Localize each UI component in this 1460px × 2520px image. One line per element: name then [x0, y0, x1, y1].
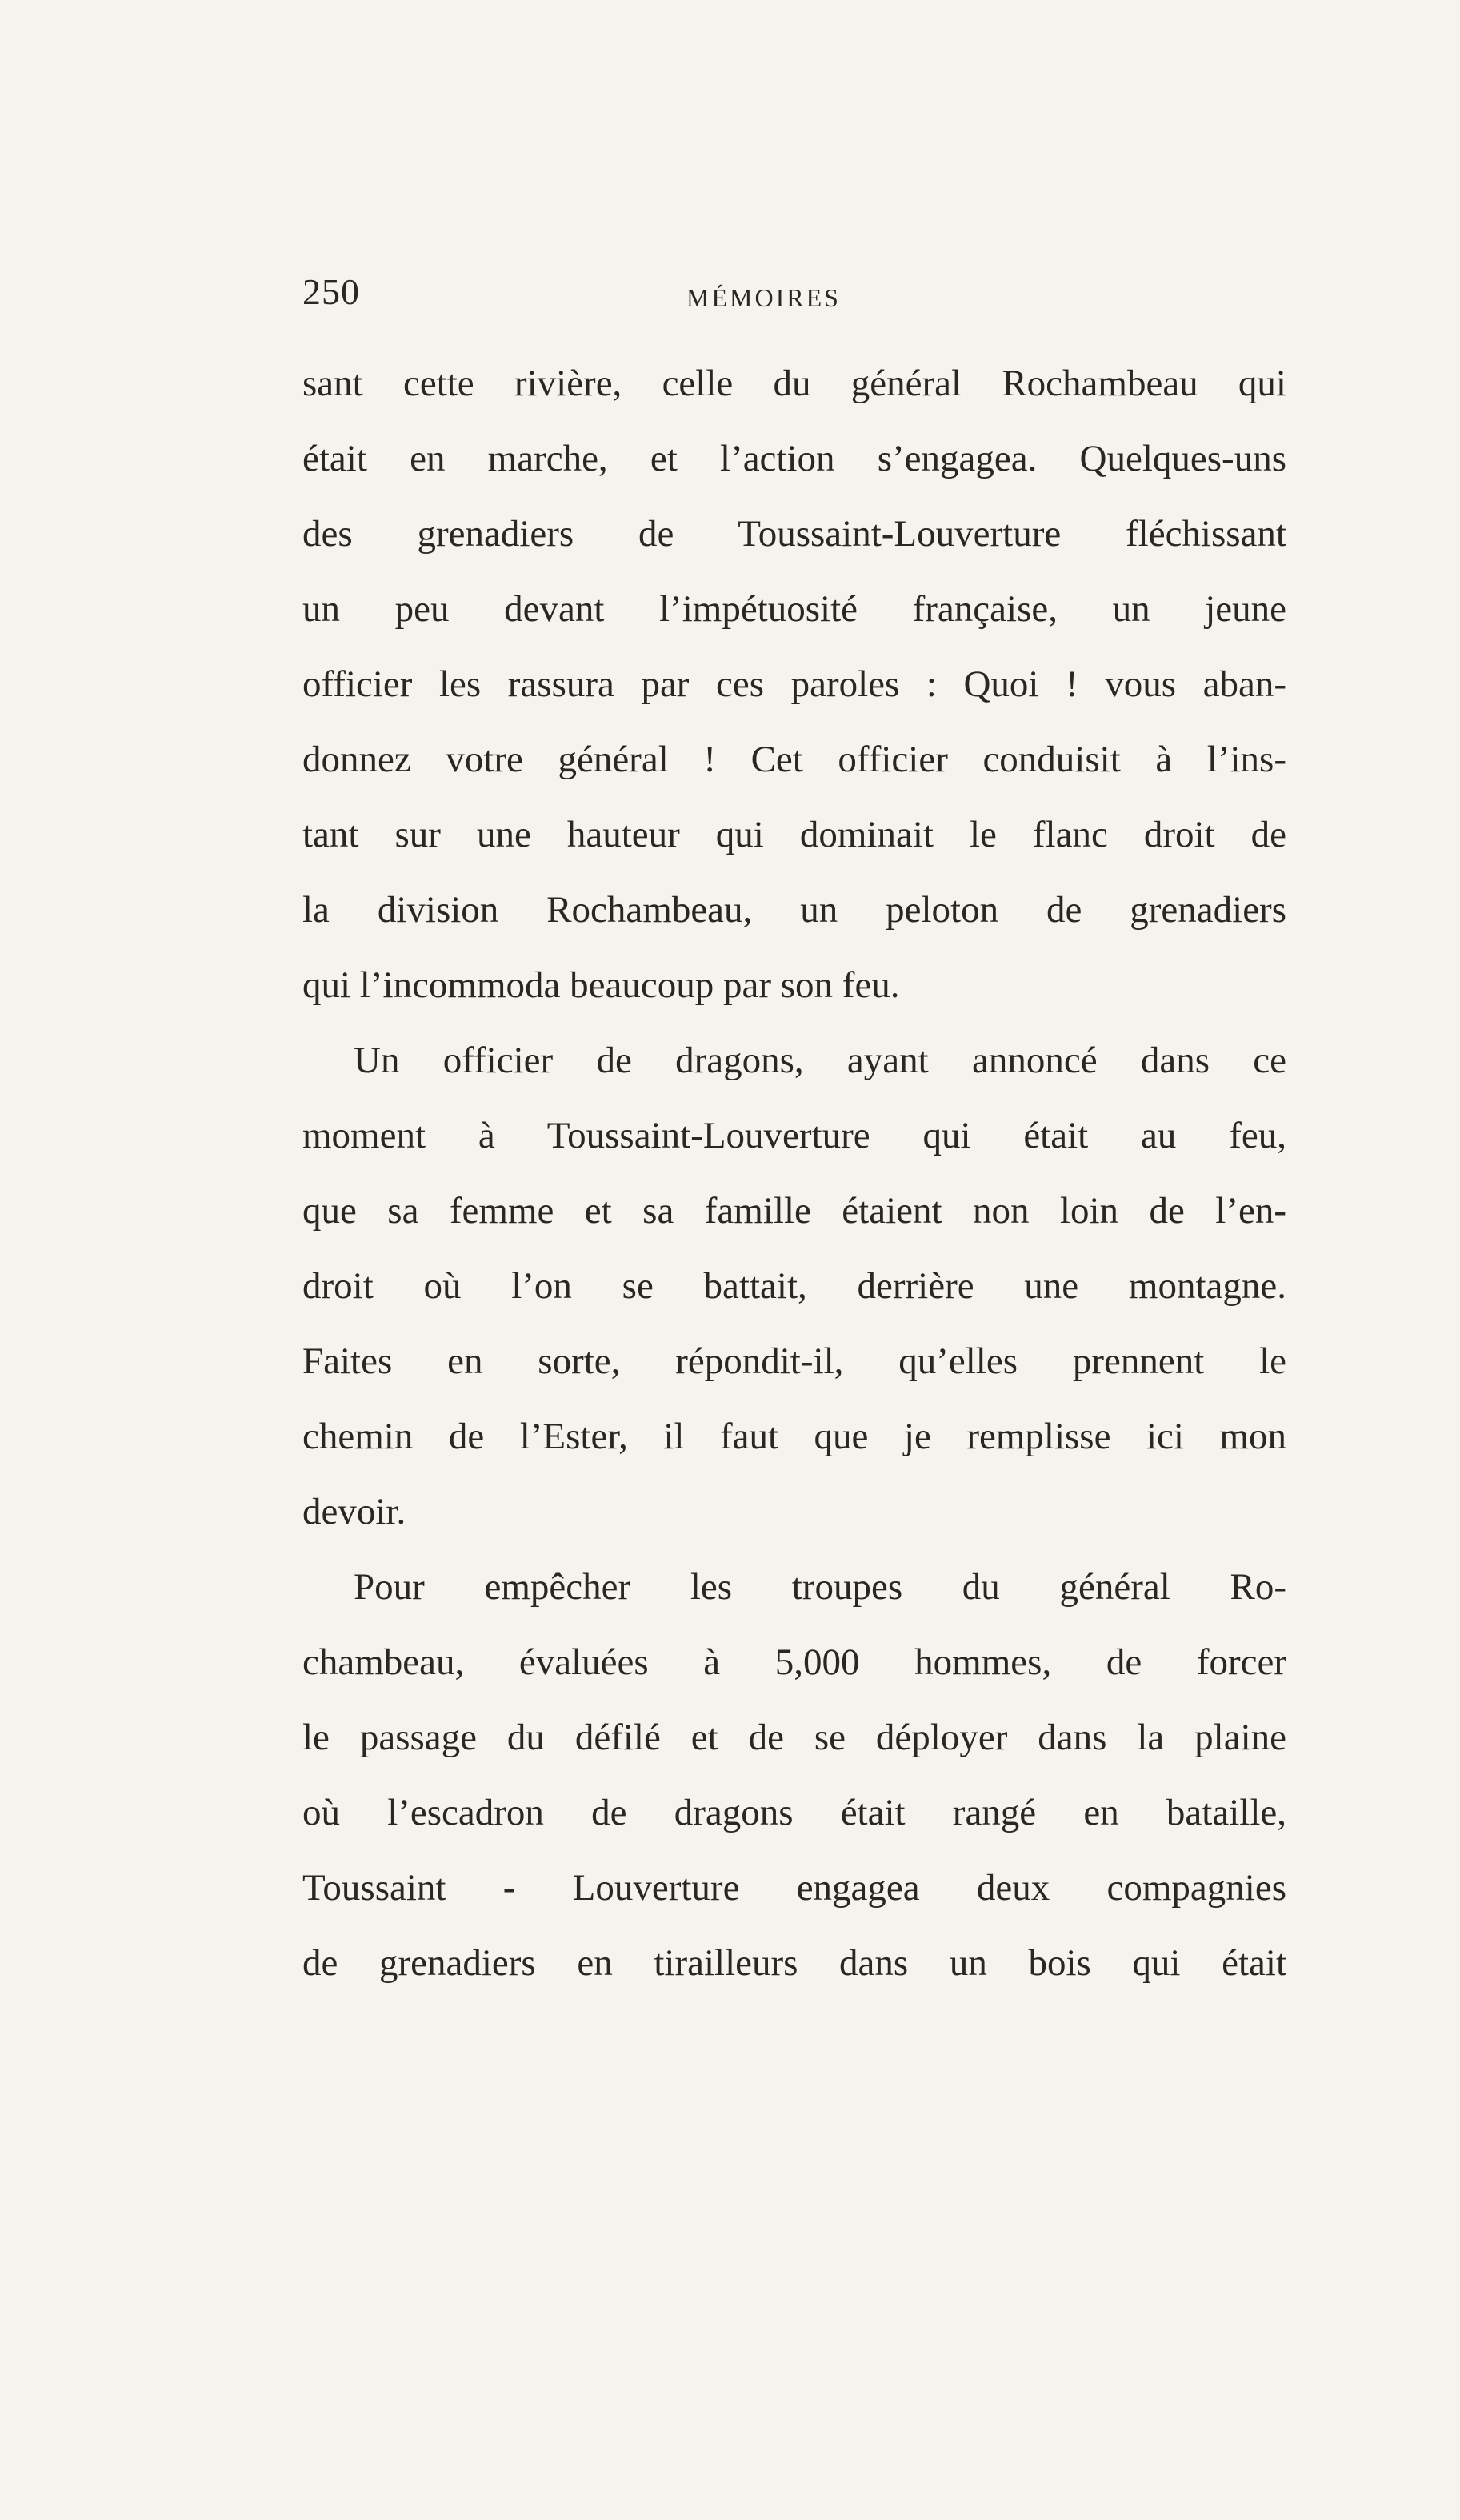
body-text — [302, 346, 1286, 2001]
page-header — [302, 270, 1286, 319]
text-line: devoir. — [302, 1491, 406, 1532]
text-line: de grenadiers en tirailleurs dans un bois qui était — [302, 1942, 1286, 1984]
text-line: chemin de l’Ester, il faut que je remplisse ici mon — [302, 1416, 1286, 1457]
text-line: la division Rochambeau, un peloton de grenadiers — [302, 889, 1286, 931]
text-line: donnez votre général ! Cet officier conduisit à l’ins- — [302, 739, 1286, 780]
text-line: moment à Toussaint-Louverture qui était au feu, — [302, 1115, 1286, 1156]
text-line: Faites en sorte, répondit-il, qu’elles prennent le — [302, 1340, 1286, 1382]
text-line: que sa femme et sa famille étaient non loin de l’en- — [302, 1190, 1286, 1232]
text-line: le passage du défilé et de se déployer dans la plaine — [302, 1717, 1286, 1758]
text-line: qui l’incommoda beaucoup par son feu. — [302, 964, 900, 1006]
text-line: un peu devant l’impétuosité française, un jeune — [302, 588, 1286, 630]
text-line: sant cette rivière, celle du général Rochambeau qui — [302, 363, 1286, 404]
text-line: des grenadiers de Toussaint-Louverture fléchissant — [302, 513, 1286, 555]
text-line: Un officier de dragons, ayant annoncé dans ce — [354, 1040, 1286, 1081]
text-line: où l’escadron de dragons était rangé en bataille, — [302, 1792, 1286, 1833]
text-line: droit où l’on se battait, derrière une montagne. — [302, 1265, 1286, 1307]
running-title: MÉMOIRES — [686, 283, 841, 312]
text-line: officier les rassura par ces paroles : Quoi ! vous aban- — [302, 663, 1286, 705]
text-line: chambeau, évaluées à 5,000 hommes, de forcer — [302, 1641, 1286, 1683]
text-line: tant sur une hauteur qui dominait le flanc droit de — [302, 814, 1286, 855]
page-number: 250 — [302, 271, 360, 312]
text-line: Pour empêcher les troupes du général Ro- — [354, 1566, 1286, 1608]
text-line: était en marche, et l’action s’engagea. Quelques-uns — [302, 438, 1286, 479]
text-line: Toussaint - Louverture engagea deux compagnies — [302, 1867, 1286, 1909]
